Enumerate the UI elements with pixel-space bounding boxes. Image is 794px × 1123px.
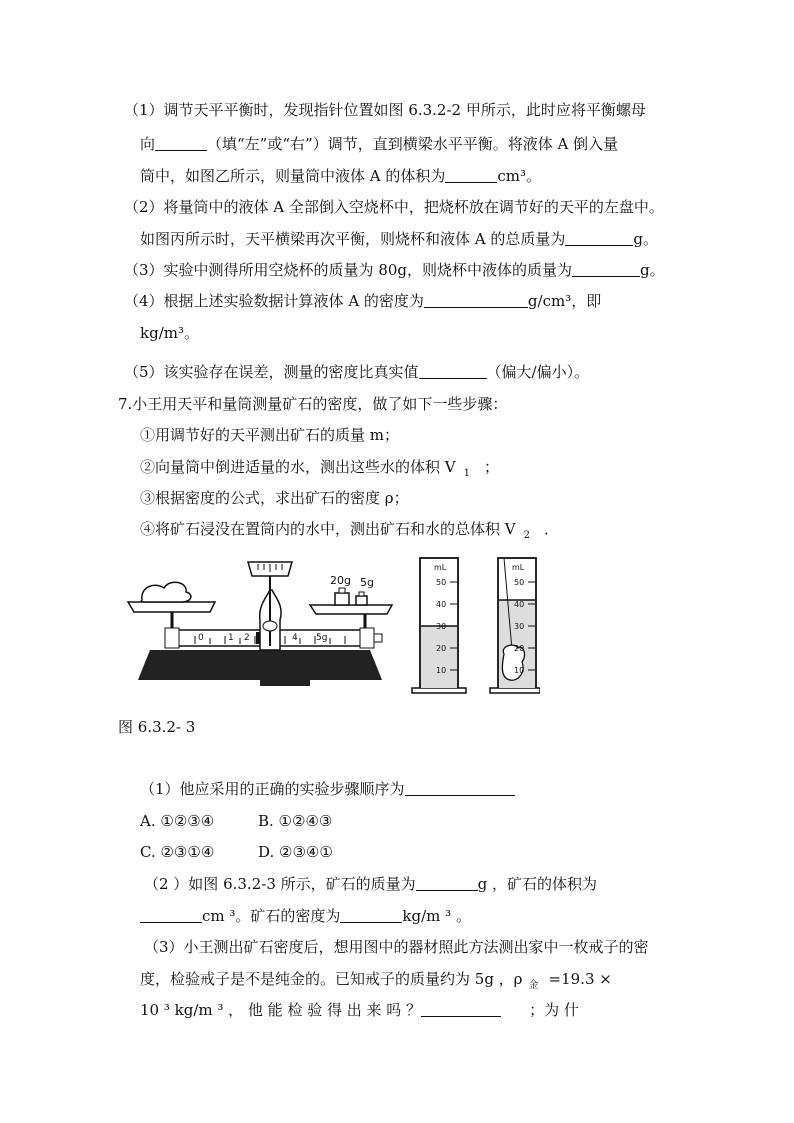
left-knob (165, 628, 179, 648)
ore-rock (141, 582, 191, 602)
cyl2-tick-30: 30 (514, 622, 525, 631)
cyl2-tick-40: 40 (514, 600, 525, 609)
right-knob (360, 628, 374, 648)
q7-text: kg/m ³ 。 (402, 907, 471, 925)
answer-blank-ore-density[interactable] (340, 907, 402, 923)
q6-part1-line2 (140, 134, 618, 154)
water-level-1 (421, 626, 457, 688)
q7-options-row1 (140, 811, 332, 831)
weight-20g (335, 593, 349, 605)
scale-label-1: 1 (228, 633, 234, 643)
q6-part4-line2: kg/m³。 (140, 324, 199, 342)
q7-sub3-line2 (140, 969, 612, 996)
q7-text: 度，检验戒子是不是纯金的。已知戒子的质量约为 5g ，ρ (140, 970, 523, 988)
q6-text: （5）该实验存在误差，测量的密度比真实值 (124, 363, 419, 381)
q6-text: （填“左”或“右”）调节，直到横梁水平平衡。将液体 A 倒入量 (207, 135, 619, 153)
subscript: 2 (523, 530, 530, 541)
label-5g: 5g (360, 576, 374, 589)
answer-blank-liquid-mass[interactable] (572, 261, 640, 277)
scale-label-4: 4 (292, 633, 298, 643)
answer-blank-direction[interactable] (155, 135, 207, 151)
q7-step-1: ①用调节好的天平测出矿石的质量 m； (140, 426, 399, 444)
label-20g: 20g (330, 574, 351, 587)
q6-text: g。 (640, 261, 665, 279)
q7-intro: 7.小王用天平和量筒测量矿石的密度，做了如下一些步骤： (118, 395, 508, 413)
q6-part4-line1 (124, 291, 601, 311)
figure-caption: 图 6.3.2- 3 (118, 718, 196, 736)
answer-blank-density[interactable] (424, 292, 528, 308)
q6-part1-line1: （1）调节天平平衡时，发现指针位置如图 6.3.2-2 甲所示，此时应将平衡螺母 (124, 101, 646, 119)
q6-part2-line1: （2）将量筒中的液体 A 全部倒入空烧杯中，把烧杯放在调节好的天平的左盘中。 (124, 198, 664, 216)
answer-blank-volume[interactable] (445, 167, 497, 183)
subscript: 1 (463, 468, 470, 479)
answer-blank-ore-mass[interactable] (416, 875, 478, 891)
q7-text: （1）他应采用的正确的实验步骤顺序为 (140, 780, 405, 798)
q7-sub1 (140, 779, 515, 799)
answer-blank-order[interactable] (405, 780, 515, 796)
q7-text: g ，矿石的体积为 (477, 875, 598, 893)
q7-text: ②向量筒中倒进适量的水，测出这些水的体积 V (140, 458, 456, 476)
q7-step-4 (140, 519, 559, 546)
answer-blank-error[interactable] (419, 363, 487, 379)
q7-text: ；为 什 (529, 1001, 579, 1019)
q7-text: （2 ）如图 6.3.2-3 所示，矿石的质量为 (144, 875, 416, 893)
left-pan (128, 602, 215, 612)
q7-text: cm ³。矿石的密度为 (202, 907, 341, 925)
option-d[interactable]: D. ②③④① (258, 843, 333, 861)
q7-options-row2 (140, 842, 333, 862)
q6-part2-line2 (140, 229, 658, 249)
cyl2-tick-20: 20 (514, 644, 525, 653)
cyl1-tick-40: 40 (436, 600, 447, 609)
q7-step-2 (140, 457, 499, 484)
answer-blank-total-mass[interactable] (565, 230, 633, 246)
weight-5g (356, 596, 367, 605)
answer-blank-can-detect[interactable] (421, 1001, 501, 1017)
q7-text: 10 ³ kg/m ³ ， 他 能 检 验 得 出 来 吗 ？ (140, 1001, 422, 1019)
option-a[interactable]: A. ①②③④ (140, 812, 215, 830)
q6-text: （3）实验中测得所用空烧杯的质量为 80g，则烧杯中液体的质量为 (124, 261, 573, 279)
q7-text: ④将矿石浸没在置筒内的水中，测出矿石和水的总体积 V (140, 520, 516, 538)
scale-label-0: 0 (198, 633, 204, 643)
q6-part1-line3 (140, 166, 541, 186)
q6-text: g。 (633, 230, 658, 248)
q7-sub2-line2 (140, 906, 471, 926)
answer-blank-ore-volume[interactable] (140, 907, 202, 923)
q6-text: 向 (140, 135, 156, 153)
cyl1-tick-10: 10 (436, 666, 447, 675)
right-pan (310, 605, 392, 614)
scale-label-2: 2 (244, 633, 250, 643)
q7-sub3-line3 (140, 1000, 579, 1020)
q6-text: 如图丙所示时，天平横梁再次平衡，则烧杯和液体 A 的总质量为 (140, 230, 566, 248)
cyl1-tick-50: 50 (436, 578, 447, 587)
q7-text: ． (543, 520, 559, 538)
cyl1-tick-30: 30 (436, 622, 447, 631)
cyl1-unit: mL (434, 563, 447, 572)
scale-label-5g: 5g (316, 633, 328, 643)
q6-text: cm³。 (497, 167, 542, 185)
q6-part5 (124, 362, 589, 382)
cyl2-tick-50: 50 (514, 578, 525, 587)
q6-part3 (124, 260, 665, 280)
option-b[interactable]: B. ①②④③ (258, 812, 333, 830)
q7-sub2-line1 (144, 874, 597, 894)
cyl2-unit: mL (512, 563, 525, 572)
q7-step-3: ③根据密度的公式，求出矿石的密度 ρ； (140, 489, 409, 507)
option-c[interactable]: C. ②③①④ (140, 843, 215, 861)
q7-sub3-line1: （3）小王测出矿石密度后，想用图中的器材照此方法测出家中一枚戒子的密 (144, 938, 649, 956)
subscript-gold: 金 (528, 980, 539, 991)
q7-text: ； (483, 458, 499, 476)
cyl1-tick-20: 20 (436, 644, 447, 653)
cyl2-tick-10: 10 (514, 666, 525, 675)
q7-text: =19.3 × (548, 970, 612, 988)
q6-text: 筒中，如图乙所示，则量筒中液体 A 的体积为 (140, 167, 446, 185)
balance-base (138, 650, 382, 680)
balance-base-foot (260, 680, 310, 686)
q6-text: （4）根据上述实验数据计算液体 A 的密度为 (124, 292, 424, 310)
balance-and-cylinders-figure (120, 550, 540, 700)
q6-text: g/cm³，即 (527, 292, 602, 310)
q6-text: （偏大/偏小）。 (486, 363, 590, 381)
